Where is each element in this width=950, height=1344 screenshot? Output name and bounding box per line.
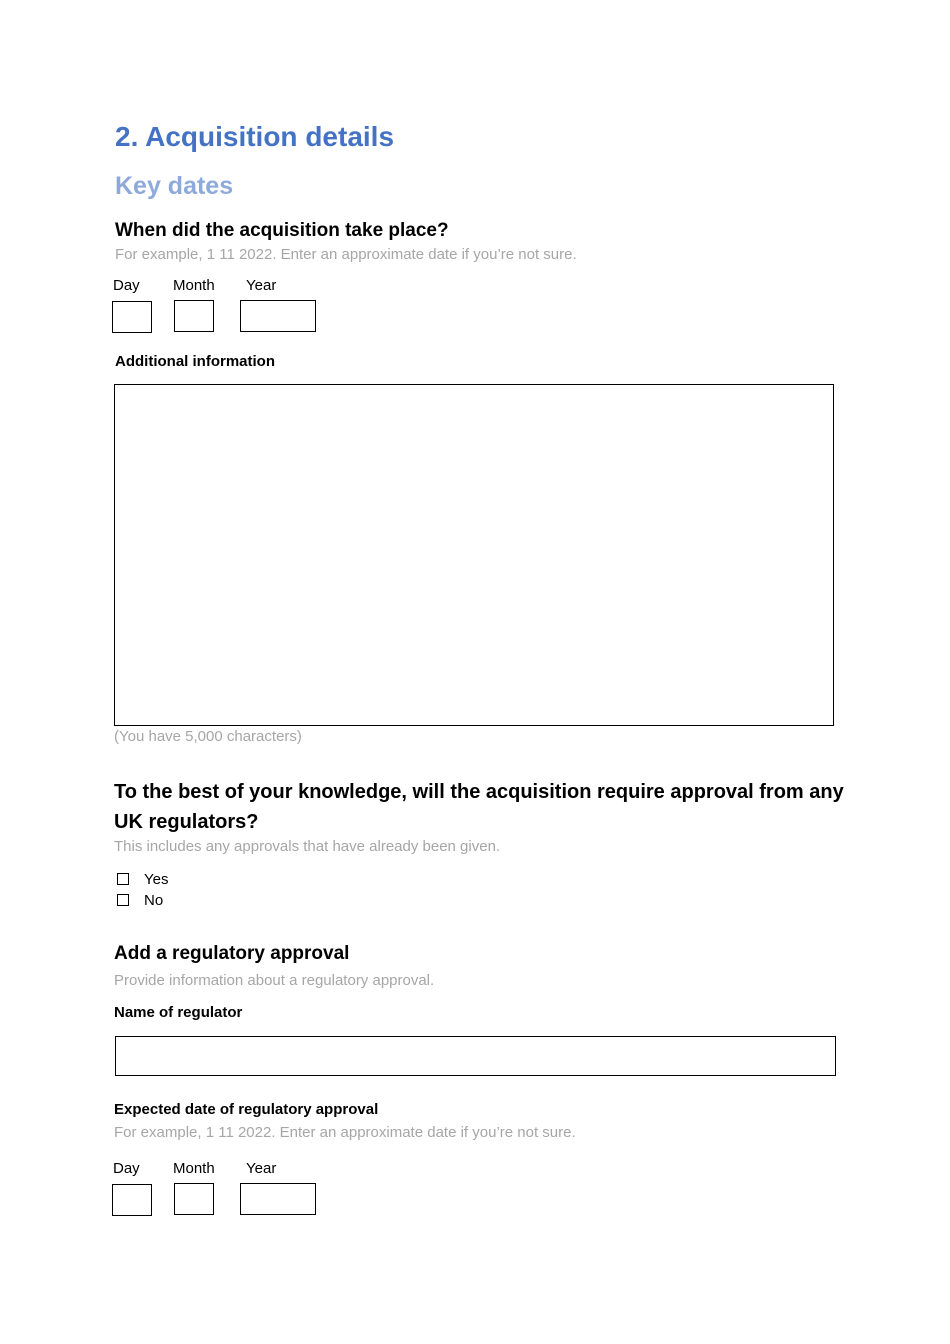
acquisition-date-question: When did the acquisition take place? [115,220,449,241]
regulator-name-input[interactable] [115,1036,836,1076]
expected-year-input[interactable] [240,1183,316,1215]
expected-date-hint: For example, 1 11 2022. Enter an approximate date if you’re not sure. [114,1124,576,1141]
section-subtitle: Key dates [115,172,234,200]
month-input[interactable] [174,300,214,332]
expected-month-input[interactable] [174,1183,214,1215]
section-title: 2. Acquisition details [115,121,395,152]
expected-month-label: Month [173,1160,215,1177]
expected-year-label: Year [246,1160,277,1177]
day-label: Day [113,277,140,294]
additional-info-label: Additional information [115,353,275,370]
year-input[interactable] [240,300,316,332]
expected-day-input[interactable] [112,1184,152,1216]
add-approval-title: Add a regulatory approval [114,943,350,964]
regulator-approval-hint: This includes any approvals that have already been given. [114,838,501,855]
add-approval-hint: Provide information about a regulatory approval. [114,972,435,989]
regulator-name-label: Name of regulator [114,1004,243,1021]
regulator-approval-question: To the best of your knowledge, will the acquisition require approval from any UK regulators? [114,781,844,833]
additional-info-textarea[interactable] [114,384,834,726]
expected-day-label: Day [113,1160,140,1177]
expected-date-label: Expected date of regulatory approval [114,1101,379,1118]
day-input[interactable] [112,301,152,333]
acquisition-date-hint: For example, 1 11 2022. Enter an approximate date if you’re not sure. [115,246,577,263]
month-label: Month [173,277,215,294]
yes-option-label: Yes [144,871,169,888]
year-label: Year [246,277,277,294]
no-option-label: No [144,892,164,909]
yes-checkbox[interactable] [117,873,129,885]
no-checkbox[interactable] [117,894,129,906]
character-count: (You have 5,000 characters) [114,728,302,745]
